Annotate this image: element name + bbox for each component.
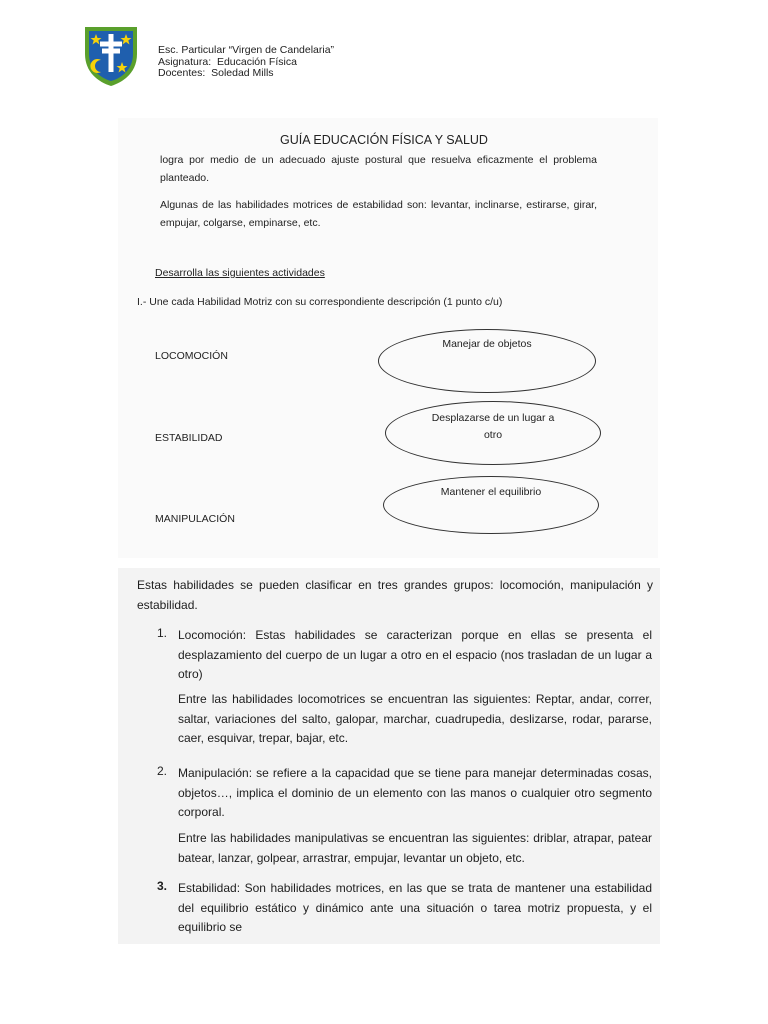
skill-label-manipulacion: MANIPULACIÓN — [155, 513, 235, 525]
list-item-extra: Entre las habilidades manipulativas se encuentran las siguientes: driblar, atrapar, patear batear, lanzar, golpear, arrastrar, empujar, levantar un objeto, etc. — [178, 831, 652, 865]
teachers-line: Docentes: Soledad Mills — [158, 67, 274, 79]
list-number: 3. — [157, 879, 168, 893]
item-text: : se refiere a la capacidad que se tiene para manejar determinadas cosas, objetos…, implica el dominio de un elemento con las manos o cualquier otro segmento corporal. — [178, 766, 652, 819]
description-text: Manejar de objetos — [442, 338, 532, 350]
school-shield-icon — [82, 24, 140, 88]
list-item-manipulacion — [178, 764, 652, 823]
skill-label-locomocion: LOCOMOCIÓN — [155, 350, 228, 362]
item-term: Manipulación — [178, 766, 249, 780]
list-item-locomocion — [178, 626, 652, 685]
item-text: Estas habilidades se caracterizan porque en ellas se presenta el desplazamiento del cuerpo de un lugar a otro en el espacio (nos trasladan de un lugar a otro) — [178, 628, 652, 681]
list-number: 1. — [157, 626, 168, 640]
guide-paragraph-2: Algunas de las habilidades motrices de estabilidad son: levantar, inclinarse, estirarse, girar, empujar, colgarse, empinarse, etc. — [160, 199, 597, 229]
section-heading: Desarrolla las siguientes actividades — [155, 267, 325, 279]
guide-paragraph-1: logra por medio de un adecuado ajuste postural que resuelva eficazmente el problema planteado. — [160, 154, 597, 184]
guide-title: GUÍA EDUCACIÓN FÍSICA Y SALUD — [280, 133, 488, 147]
list-item-estabilidad — [178, 879, 652, 938]
item-term: Locomoción: — [178, 628, 247, 642]
list-item-extra: Entre las habilidades locomotrices se encuentran las siguientes: Reptar, andar, correr, saltar, variaciones del salto, galopar, marchar, cuadrupedia, deslizarse, rodar, pararse, caer, esquivar, trepar, bajar, etc. — [178, 692, 652, 745]
activity-instruction: I.- Une cada Habilidad Motriz con su correspondiente descripción (1 punto c/u) — [137, 296, 503, 308]
description-oval-1 — [378, 329, 596, 393]
classification-intro: Estas habilidades se pueden clasificar en tres grandes grupos: locomoción, manipulación y estabilidad. — [137, 578, 653, 612]
description-text: Desplazarse de un lugar a otro — [431, 412, 555, 441]
skill-label-estabilidad: ESTABILIDAD — [155, 432, 223, 444]
list-number: 2. — [157, 764, 168, 778]
subject-line: Asignatura: Educación Física — [158, 55, 297, 68]
item-text: Son habilidades motrices, en las que se trata de mantener una estabilidad del equilibrio estático y dinámico ante una situación o tarea motriz propuesta, y el equilibrio se — [178, 881, 652, 934]
school-header — [158, 45, 334, 80]
description-text: Mantener el equilibrio — [440, 486, 542, 498]
description-oval-3 — [383, 476, 599, 534]
description-oval-2 — [385, 401, 601, 465]
school-name: Esc. Particular “Virgen de Candelaria” — [158, 44, 335, 56]
item-term: Estabilidad: — [178, 881, 241, 895]
